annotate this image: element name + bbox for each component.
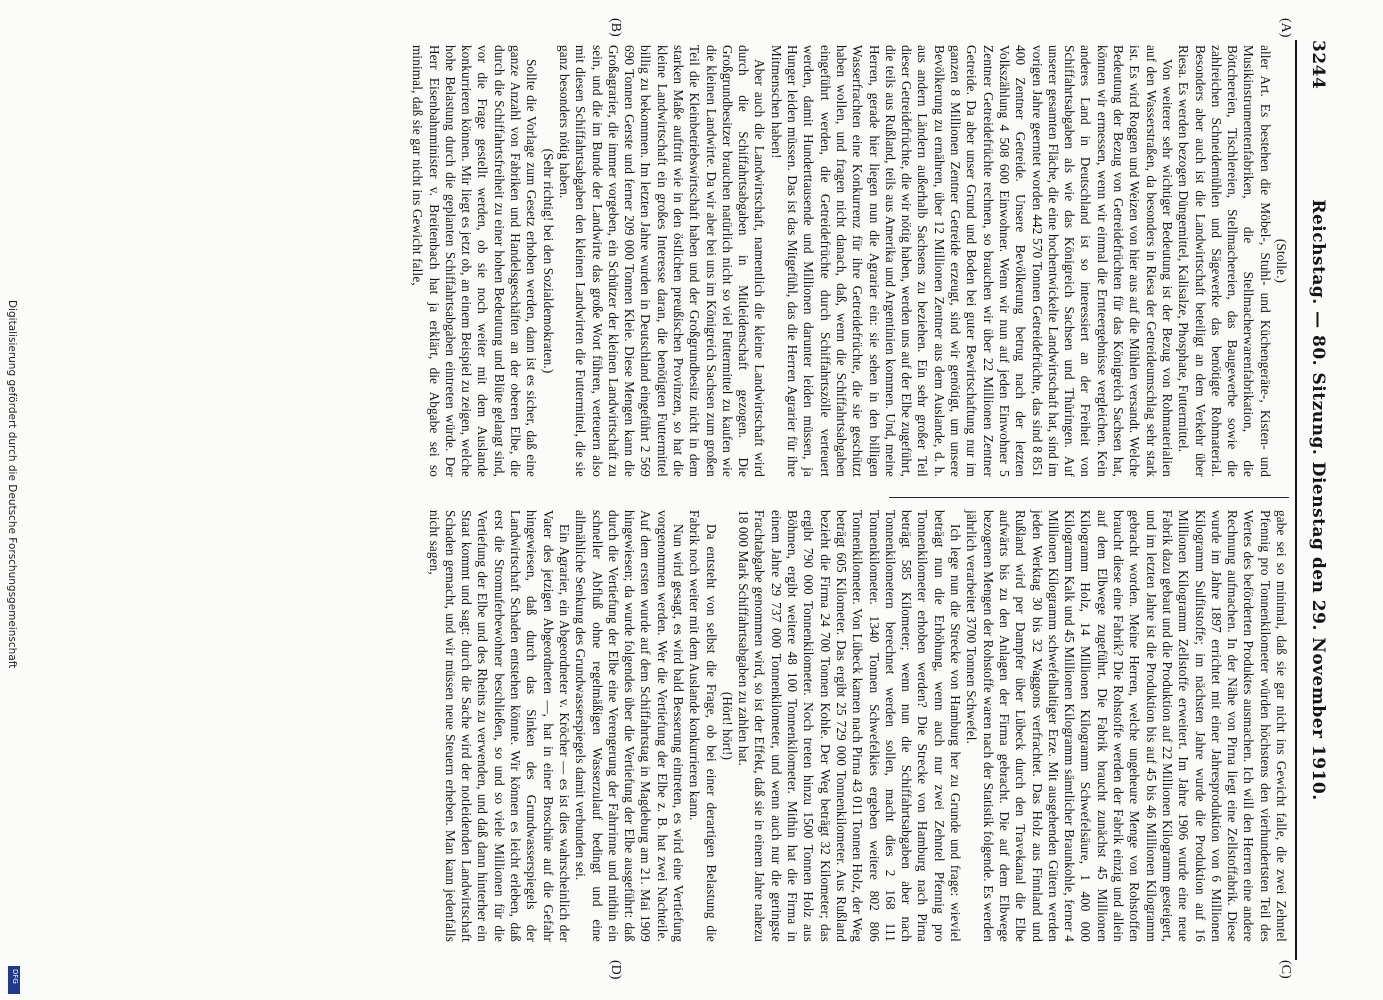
page-number: 3244 bbox=[1308, 40, 1328, 90]
paragraph: aller Art. Es bestehen die Möbel-, Stuhl- und Küchengeräte-, Kisten- und Musikinstrumentenfabriken, die Stellmacherwarenfabrikation, die Böttchereien, Tischlereien, Stellmachereien, das Baugewerbe sowie die zahlreichen Schneidemühlen und Sägewerke das benötigte Rohmaterial. Besonders aber auch ist die Landwirtschaft beteiligt an dem Verkehr über Riesa. Es werden bezogen Düngemittel, Kalisalze, Phosphate, Futtermittel. bbox=[1176, 45, 1273, 477]
header-rule bbox=[1295, 40, 1297, 960]
page-title: Reichstag. — 80. Sitzung. Dienstag den 29. November 1910. bbox=[1308, 199, 1328, 801]
credit-text: Digitalisierung gefördert durch die Deutsche Forschungsgemeinschaft bbox=[6, 300, 18, 669]
right-column bbox=[425, 510, 1289, 942]
paragraph: Von weiterer sehr wichtiger Bedeutung ist der Bezug von Rohmaterialien auf den Wasserstraßen, da besonders in Riesa der Getreideumschlag sehr stark ist. Es wird Roggen und Weizen von hier aus auf die Mühlen versandt. Welche Bedeutung der Bezug von Getreidefrüchten für das Königreich Sachsen hat, können wir ermessen, wenn wir einmal die Ernteergebnisse vergleichen. Kein anderes Land in Deutschland ist so interessiert an der Freiheit von Schiffahrtsabgaben als wie das Königreich Sachsen und Thüringen. Auf unserer gesamten Fläche, die eine hochentwickelte Landwirtschaft hat, sind im vorigen Jahre geerntet worden 442 570 Tonnen Getreidefrüchte, das sind 8 851 400 Zentner Getreide. Unsere Bevölkerung betrug nach der letzten Volkszählung 4 508 600 Einwohner. Wenn wir nun auf jeden Einwohner 5 Zentner Getreidefrüchte rechnen, so brauchen wir über 22 Millionen Zentner Getreide. Da aber unser Grund und Boden bei guter Bewirtschaftung nur im ganzen 8 Millionen Zentner Getreide erzeugt, sind wir genötigt, um unsere Bevölkerung zu ernähren, über 12 Millionen Zentner aus dem Auslande, d. h. aus andern Ländern außerhalb Sachsens zu beziehen. Ein sehr großer Teil dieser Getreidefrüchte, die wir nötig haben, werden uns auf der Elbe zugeführt, die teils aus Rußland, teils aus Amerika und Argentinien kommen. Und, meine Herren, gerade hier liegen nun die Agrarier ein: sie sehen in den billigen Wasserfrachten eine Konkurrenz für ihre Getreidefrüchte, die sie geschützt haben wollen, und fragen nicht danach, daß, wenn die Schiffahrtsabgaben eingeführt werden, die Getreidefrüchte durch Schiffahrtszölle verteuert werden, damit Hunderttausende und Millionen darunter leiden müssen, ja Hunger leiden müssen. Das ist das Mitgefühl, das die Herren Agrarier für ihre Mitmenschen haben! bbox=[768, 45, 1175, 477]
interjection: (Sehr richtig! bei den Sozialdemokraten.) bbox=[540, 148, 556, 374]
margin-marker-c: (C) bbox=[1278, 960, 1293, 979]
margin-marker-b: (B) bbox=[608, 18, 623, 37]
paragraph: Nun wird gesagt, es wird bald Besserung eintreten, es wird eine Vertiefung vorgenommen werden. Wer die Vertiefung der Elbe z. B. hat zwei Nachteile. Auf dem ersten wurde auf dem Schiffahrtstag in Magdeburg am 21. Mai 1909 hingewiesen; da wurde folgendes über die Vertiefung der Elbe ausgeführt: daß durch die Vertiefung der Elbe eine Verengerung der Fahrrinne und mithin ein schneller Abfluß ohne regelmäßigen Wasserzulauf bedingt und eine allmähliche Senkung des Grundwasserspiegels damit verbunden sei. bbox=[573, 510, 687, 942]
interjection: (Hört! hört!) bbox=[719, 691, 735, 761]
paragraph: Aber auch die Landwirtschaft, namentlich die kleine Landwirtschaft wird durch die Schiffahrtsabgaben in Mitleidenschaft gezogen. Die Großgrundbesitzer brauchen natürlich nicht so viel Futtermittel zu kaufen wie die kleinen Landwirte. Da wir aber bei uns im Königreich Sachsen zum großen Teil die Kleinbetriebswirtschaft haben und der Großgrundbesitz nicht in dem starken Maße auftritt wie in den östlichen preußischen Provinzen, so hat die kleine Landwirtschaft ein großes Interesse daran, die benötigten Futtermittel billig zu bekommen. Im letzten Jahre wurden in Deutschland eingeführt 2 569 690 Tonnen Gerste und ferner 209 000 Tonnen Kleie. Diese Mengen kann die Großagrarier, die immer vorgeben, ein Schützer der kleinen Landwirtschaft zu sein, und die im Bunde der Landwirte das große Wort führen, verteuern also mit diesen Schiffahrtsabgaben den kleinen Landwirten die Futtermittel, die sie ganz besonders nötig haben. bbox=[556, 45, 768, 477]
paragraph: Sollte die Vorlage zum Gesetz erhoben werden, dann ist es sicher, daß eine ganze Anzahl von Fabriken und Handelsgeschäften an der oberen Elbe, die durch die Schiffahrtsfreiheit zu einer hohen Bedeutung und Blüte gelangt sind, vor die Frage gestellt werden, ob sie noch weiter mit dem Auslande konkurrieren können. Mir liegt es jetzt ob, an einem Beispiel zu zeigen, welche hohe Belastung durch die geplanten Schiffahrtsabgaben eintreten würde. Der Herr Eisenbahnminister v. Breitenbach hat ja erklärt, die Abgabe sei so minimal, daß sie gar nicht ins Gewicht falle, bbox=[410, 45, 540, 477]
left-column bbox=[409, 45, 1289, 477]
speaker-name: (Stolle.) bbox=[1274, 238, 1289, 284]
paragraph: Ich lege nun die Strecke von Hamburg her zu Grunde und frage: wieviel beträgt nun die Erhöhung, wenn auch nur zwei Zehntel Pfennig pro Tonnenkilometer erhoben werden? Die Strecke von Hamburg nach Pirna beträgt 585 Kilometer; wenn nun die Schiffahrtsabgaben aber nach Tonnenkilometern berechnet werden sollen, macht dies 2 168 111 Tonnenkilometer. 1340 Tonnen Schwefelkies ergeben weitere 802 806 Tonnenkilometer. Von Lübeck kamen nach Pirna 43 011 Tonnen Holz, der Weg beträgt 605 Kilometer. Das ergibt 25 729 000 Tonnenkilometer. Aus Rußland bezieht die Firma 24 700 Tonnen Kohle. Der Weg beträgt 32 Kilometer; das ergibt 790 000 Tonnenkilometer. Noch treten hinzu 1500 Tonnen Holz aus Böhmen, ergibt weitere 48 100 Tonnenkilometer. Mithin hat die Firma in einem Jahre 29 737 000 Tonnenkilometer, und wenn auch nur die geringste Frachtabgabe genommen wird, so ist der Effekt, daß sie in einem Jahre nahezu 18 000 Mark Schiffahrtsabgaben zu zahlen hat. bbox=[736, 510, 964, 942]
column-divider bbox=[889, 497, 1289, 498]
paragraph: Ein Agrarier, ein Abgeordneter v. Kröcher — es ist dies wahrscheinlich der Vater des jetzigen Abgeordneten —, hat in einer Broschüre auf die Gefahr hingewiesen, daß durch das Sinken des Grundwasserspiegels der Landwirtschaft Schaden entstehen könnte. Wir können es leicht erleben, daß erst die Stromuferbewohner beschließen, so und so viele Millionen für die Vertiefung der Elbe und des Rheins zu verwenden, und daß dann hinterher ein Staat kommt und sagt: durch die Sache wird der notleidenden Landwirtschaft Schaden gemacht, und wir müssen neue Steuern erheben. Man kann jedenfalls nicht sagen, bbox=[426, 510, 572, 942]
dfg-logo-icon: DFG bbox=[8, 966, 20, 994]
paragraph: gabe sei so minimal, daß sie gar nicht ins Gewicht falle, die zwei Zehntel Pfennig pro Tonnenkilometer würden höchstens den vierhundertsten Teil des Wertes des beförderten Produktes ausmachen. Ich will den Herren eine andere Rechnung aufmachen. In der Nähe von Pirna liegt eine Zellstoffabrik. Diese wurde im Jahre 1897 errichtet mit einer Jahresproduktion von 6 Millionen Kilogramm Sulfitstoffe; im nächsten Jahre wurde die Produktion auf 16 Millionen Kilogramm Zellstoffe erweitert. Im Jahre 1906 wurde eine neue Fabrik dazu gebaut und die Produktion auf 22 Millionen Kilogramm gesteigert, und im letzten Jahre ist die Produktion bis auf 45 bis 46 Millionen Kilogramm gebracht worden. Meine Herren, welche ungeheure Menge von Rohstoffen braucht diese eine Fabrik? Die Rohstoffe werden der Fabrik einzig und allein auf dem Elbwege zugeführt. Die Fabrik braucht zunächst 45 Millionen Kilogramm Holz, 14 Millionen Kilogramm Schwefelsäure, 1 400 000 Kilogramm Kalk und 45 Millionen Kilogramm sämtlicher Braunkohle, ferner 4 Millionen Kilogramm schwefelhaltiger Erze. Mit ausgehenden Gütern werden jeden Werktag 30 bis 32 Waggons verfrachtet. Das Holz aus Finnland und Rußland wird per Dampfer über Lübeck durch den Travekanal die Elbe aufwärts bis zu den Anlagen der Firma gebracht. Die auf dem Elbwege bezogenen Mengen der Rohstoffe waren nach der Statistik folgende. Es werden jährlich verarbeitet 3700 Tonnen Schwefel. bbox=[964, 510, 1289, 942]
page-header bbox=[1302, 40, 1328, 960]
margin-marker-d: (D) bbox=[608, 960, 623, 980]
paragraph: Da entsteht von selbst die Frage, ob bei einer derartigen Belastung die Fabrik noch weiter mit dem Auslande konkurrieren kann. bbox=[687, 510, 719, 942]
margin-marker-a: (A) bbox=[1278, 18, 1293, 38]
